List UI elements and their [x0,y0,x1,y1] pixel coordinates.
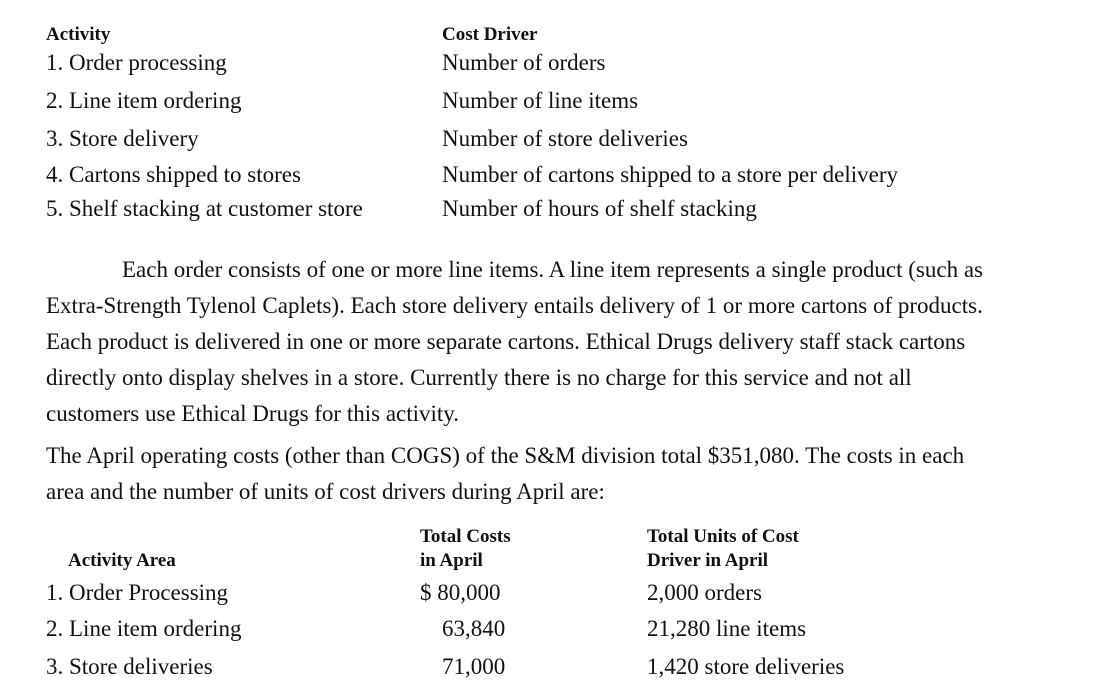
activity-cell: 2. Line item ordering [46,88,242,113]
total-costs-header-line2: in April [420,550,483,571]
cost-driver-cell: Number of orders [442,50,606,75]
cost-driver-cell: Number of hours of shelf stacking [442,196,757,221]
activity-area-cell: 2. Line item ordering [46,616,242,641]
cost-driver-column-header: Cost Driver [442,24,538,45]
total-units-cell: 1,420 store deliveries [647,654,845,679]
total-units-cell: 2,000 orders [647,580,762,605]
operating-costs-paragraph: The April operating costs (other than COGS) of the S&M division total $351,080. The costs in each area and the number of units of cost drivers during April are: [46,443,965,504]
total-cost-cell: 63,840 [442,616,506,641]
total-costs-header-line1: Total Costs [420,526,511,547]
activity-column-header: Activity [46,24,111,45]
total-units-cell: 21,280 line items [647,616,807,641]
total-cost-cell: $ 80,000 [420,580,501,605]
total-cost-cell: 71,000 [442,654,506,679]
total-costs-header [420,525,511,573]
total-units-header-line2: Driver in April [647,550,769,571]
activity-cell: 1. Order processing [46,50,227,75]
activity-area-header: Activity Area [68,550,176,571]
activity-area-cell: 1. Order Processing [46,580,229,605]
activity-area-cell: 3. Store deliveries [46,654,213,679]
total-units-header-line1: Total Units of Cost [647,526,799,547]
cost-driver-cell: Number of line items [442,88,639,113]
cost-driver-cell: Number of store deliveries [442,126,688,151]
activity-cell: 3. Store delivery [46,126,199,151]
description-paragraph: Each order consists of one or more line items. A line item represents a single product (such as Extra-Strength Tylenol Caplets). Each store delivery entails delivery of 1 or more cartons of products. Each product is delivered in one or more separate cartons. Ethical Drugs delivery staff stack cartons directly onto display shelves in a store. Currently there is no charge for this service and not all customers use Ethical Drugs for this activity. [46,257,983,426]
cost-driver-cell: Number of cartons shipped to a store per delivery [442,162,899,187]
activity-cell: 4. Cartons shipped to stores [46,162,301,187]
activity-cell: 5. Shelf stacking at customer store [46,196,363,221]
total-units-header [647,525,799,573]
